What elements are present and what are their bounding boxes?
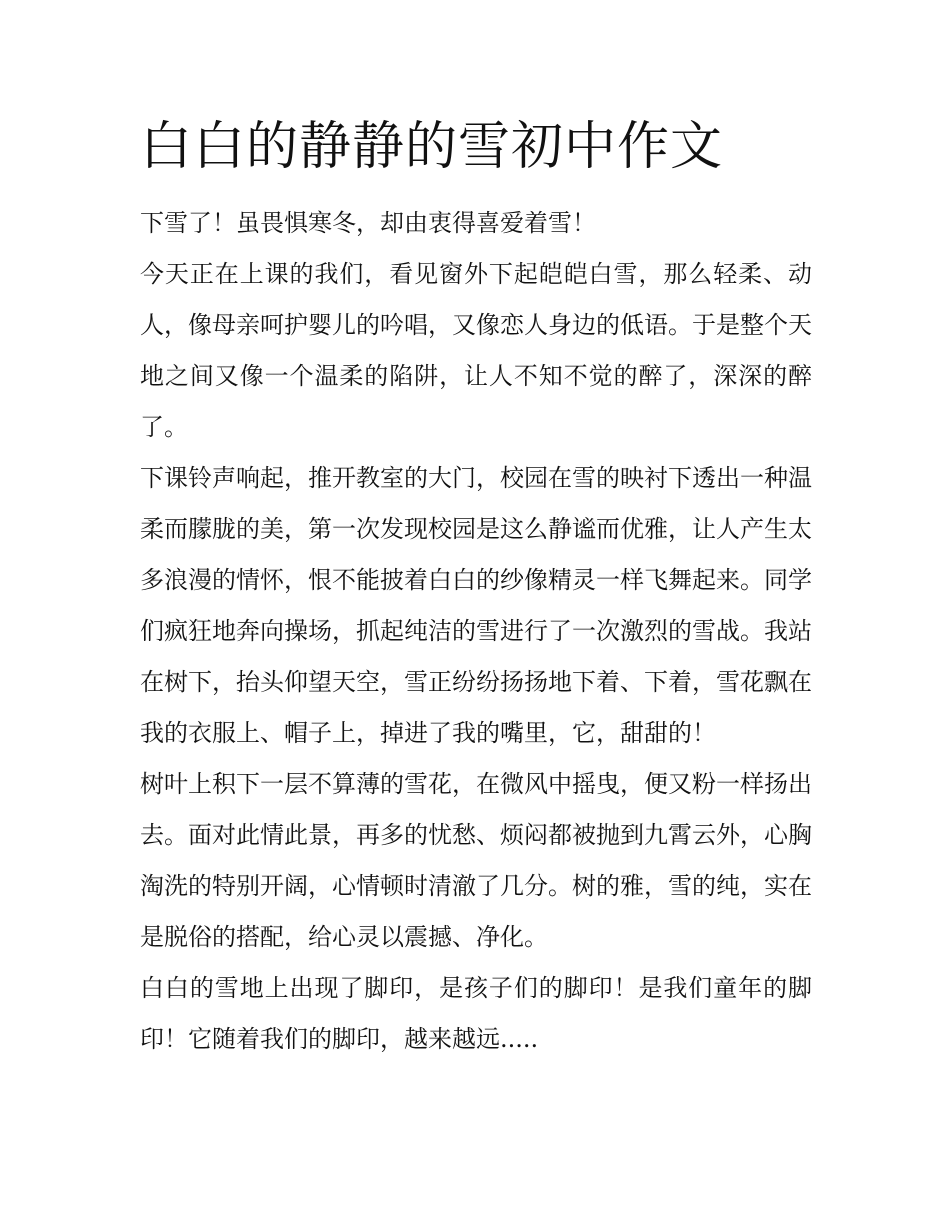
paragraph: 下课铃声响起，推开教室的大门，校园在雪的映衬下透出一种温柔而朦胧的美，第一次发现校园是这么静谧而优雅，让人产生太多浪漫的情怀，恨不能披着白白的纱像精灵一样飞舞起来。同学们疯狂地奔向操场，抓起纯洁的雪进行了一次激烈的雪战。我站在树下，抬头仰望天空，雪正纷纷扬扬地下着、下着，雪花飘在我的衣服上、帽子上，掉进了我的嘴里，它，甜甜的！ xyxy=(140,464,812,747)
paragraph: 树叶上积下一层不算薄的雪花，在微风中摇曳，便又粉一样扬出去。面对此情此景，再多的忧愁、烦闷都被抛到九霄云外，心胸淘洗的特别开阔，心情顿时清澈了几分。树的雅，雪的纯，实在是脱俗的搭配，给心灵以震撼、净化。 xyxy=(140,770,812,951)
paragraph: 下雪了！虽畏惧寒冬，却由衷得喜爱着雪！ xyxy=(140,209,596,237)
document-title: 白白的静静的雪初中作文 xyxy=(140,117,724,177)
paragraph: 今天正在上课的我们，看见窗外下起皑皑白雪，那么轻柔、动人，像母亲呵护婴儿的吟唱，又像恋人身边的低语。于是整个天地之间又像一个温柔的陷阱，让人不知不觉的醉了，深深的醉了。 xyxy=(140,260,812,441)
document-body xyxy=(140,198,812,1065)
paragraph: 白白的雪地上出现了脚印，是孩子们的脚印！是我们童年的脚印！它随着我们的脚印，越来越远..... xyxy=(140,974,812,1053)
